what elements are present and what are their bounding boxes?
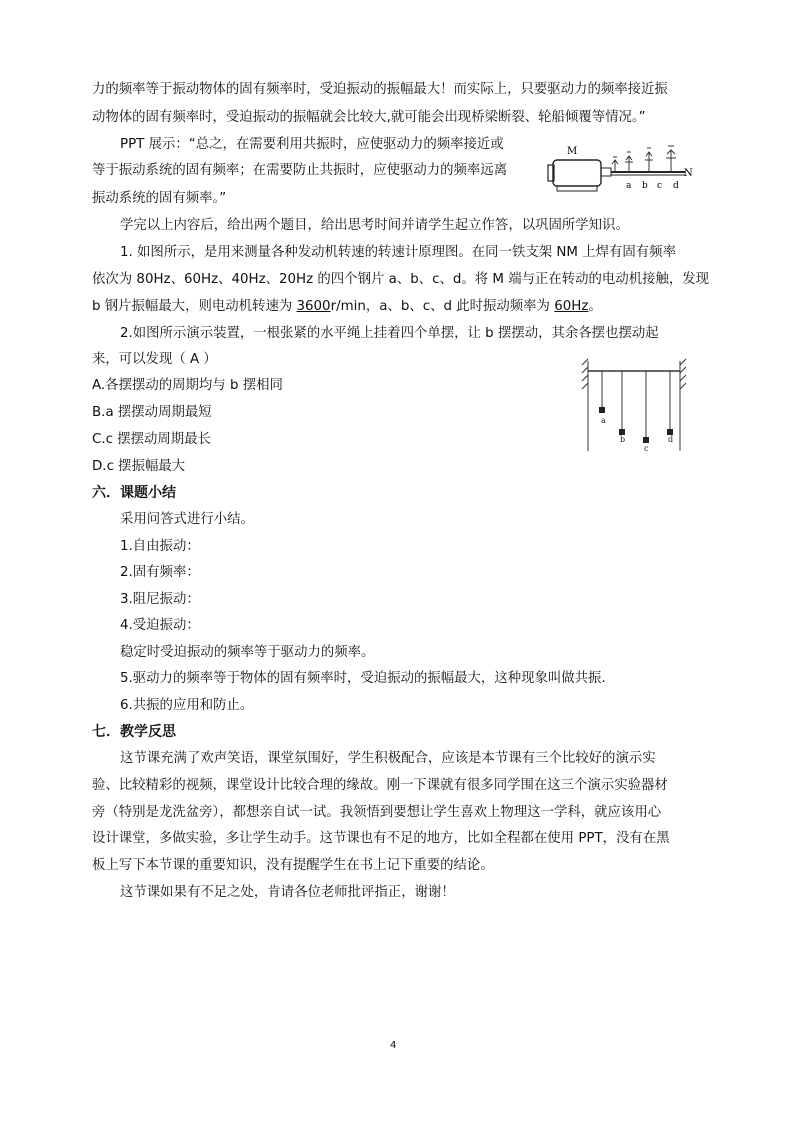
fig2-label-b: b (620, 435, 626, 444)
reflection-line2: 验、比较精彩的视频，课堂设计比较合理的缘故。刚一下课就有很多同学围在这三个演示实验器材 (92, 778, 668, 793)
fig1-label-d: d (673, 181, 679, 191)
summary-item-4-note: 稳定时受迫振动的频率等于驱动力的频率。 (120, 645, 375, 660)
q2-option-c: C.c 摆摆动周期最长 (92, 432, 211, 447)
tachometer-diagram (545, 138, 700, 196)
reflection-line5: 板上写下本节课的重要知识，没有提醒学生在书上记下重要的结论。 (92, 858, 494, 873)
summary-item-4: 4.受迫振动： (120, 618, 200, 633)
q2-option-a: A.各摆摆动的周期均与 b 摆相同 (92, 378, 283, 393)
section7-heading: 七．教学反思 (92, 724, 176, 740)
ppt-line3: 振动系统的固有频率。” (92, 191, 227, 206)
page-number: 4 (390, 1040, 397, 1051)
fig2-label-c: c (644, 444, 649, 453)
summary-item-6: 6.共振的应用和防止。 (120, 698, 254, 713)
pendulum-diagram (580, 357, 688, 455)
q2-option-d: D.c 摆振幅最大 (92, 459, 186, 474)
q1-answer-frequency: 60Hz (554, 299, 589, 314)
summary-item-5: 5.驱动力的频率等于物体的固有频率时，受迫振动的振幅最大，这种现象叫做共振． (120, 671, 615, 686)
q1-line3-text-a: b 钢片振幅最大，则电动机转速为 (92, 299, 297, 314)
ppt-line1: PPT 展示：“总之，在需要利用共振时，应使驱动力的频率接近或 (120, 137, 504, 152)
q1-line1: 1. 如图所示，是用来测量各种发动机转速的转速计原理图。在同一铁支架 NM 上焊有固有频率 (120, 245, 676, 260)
section6-heading: 六．课题小结 (92, 485, 176, 501)
q1-line3-text-c: 。 (588, 299, 602, 314)
reflection-line4: 设计课堂，多做实验，多让学生动手。这节课也有不足的地方，比如全程都在使用 PPT，没有在黑 (92, 831, 670, 846)
para1-line1: 力的频率等于振动物体的固有频率时，受迫振动的振幅最大！而实际上，只要驱动力的频率接近振 (92, 82, 668, 97)
q2-line1: 2.如图所示演示装置，一根张紧的水平绳上挂着四个单摆，让 b 摆摆动，其余各摆也摆动起 (120, 326, 659, 341)
fig2-label-d: d (668, 435, 674, 444)
summary-item-2: 2.固有频率： (120, 565, 200, 580)
q1-answer-rpm: 3600 (296, 299, 331, 314)
fig1-label-M: M (567, 146, 578, 157)
fig2-label-a: a (601, 416, 606, 425)
fig1-label-N: N (684, 168, 693, 179)
fig1-label-c: c (657, 181, 663, 191)
intro-line: 学完以上内容后，给出两个题目，给出思考时间并请学生起立作答，以巩固所学知识。 (120, 218, 629, 233)
fig1-label-b: b (642, 181, 648, 191)
q1-line3-text-b: r/min，a、b、c、d 此时振动频率为 (330, 299, 555, 314)
ppt-line2: 等于振动系统的固有频率；在需要防止共振时，应使驱动力的频率远离 (92, 163, 508, 178)
q2-option-b: B.a 摆摆动周期最短 (92, 405, 212, 420)
reflection-closing: 这节课如果有不足之处，肯请各位老师批评指正，谢谢！ (120, 885, 455, 900)
q1-line3 (92, 297, 602, 317)
summary-item-1: 1.自由振动： (120, 539, 200, 554)
reflection-line1: 这节课充满了欢声笑语，课堂氛围好，学生积极配合，应该是本节课有三个比较好的演示实 (120, 751, 656, 766)
q1-line2: 依次为 80Hz、60Hz、40Hz、20Hz 的四个钢片 a、b、c、d。将 M 端与正在转动的电动机接触，发现 (92, 272, 710, 287)
reflection-line3: 旁（特别是龙洗盆旁），都想亲自试一试。我领悟到要想让学生喜欢上物理这一学科，就应该用心 (92, 805, 662, 820)
summary-item-3: 3.阻尼振动： (120, 592, 200, 607)
section6-intro: 采用问答式进行小结。 (120, 512, 254, 527)
fig1-label-a: a (626, 181, 632, 191)
para1-line2: 动物体的固有频率时，受迫振动的振幅就会比较大,就可能会出现桥梁断裂、轮船倾覆等情况。” (92, 110, 646, 125)
q2-line2: 来，可以发现（ A ） (92, 352, 217, 367)
